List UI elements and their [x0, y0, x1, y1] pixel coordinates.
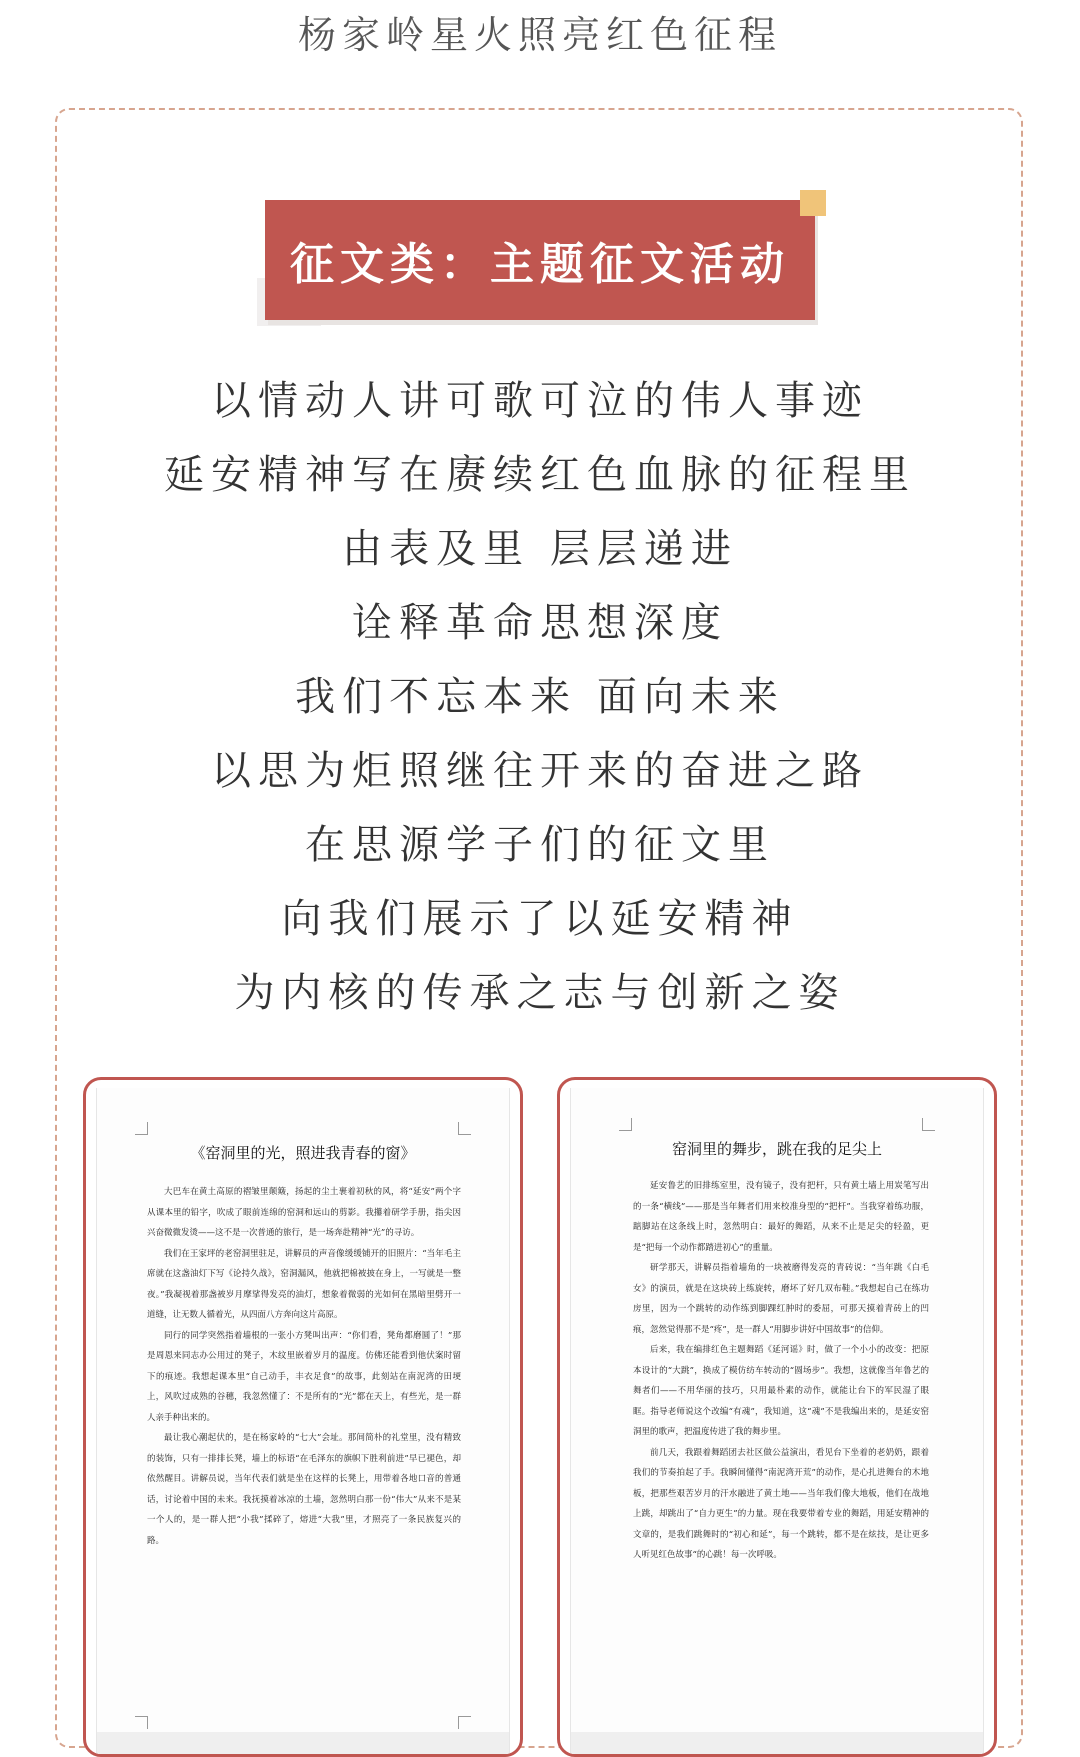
section-tag-label: 征文类：主题征文活动	[265, 200, 815, 320]
page-title: 杨家岭星火照亮红色征程	[297, 13, 782, 57]
essay-paragraph: 延安鲁艺的旧排练室里，没有镜子，没有把杆，只有黄土墙上用炭笔写出的一条“横线”——那是当年舞者们用来校准身型的“把杆”。当我穿着练功服，踮脚站在这条线上时，忽然明白：最好的舞蹈，从来不止是足尖的轻盈，更是“把每一个动作都踏进初心”的重量。	[633, 1181, 929, 1253]
intro-line: 由表及里 层层递进	[342, 526, 738, 572]
intro-text	[0, 364, 1080, 1030]
essay-body	[633, 1176, 929, 1566]
document-page	[96, 1088, 510, 1754]
essay-body	[147, 1182, 461, 1551]
crop-mark	[458, 1122, 471, 1135]
essay-paragraph: 同行的同学突然指着墙根的一张小方凳叫出声：“你们看，凳角都磨圆了！”那是周恩来同志办公用过的凳子，木纹里嵌着岁月的温度。仿佛还能看到他伏案时留下的痕迹。我想起课本里“自己动手，丰衣足食”的故事，此刻站在南泥湾的田埂上，风吹过成熟的谷穗，我忽然懂了：不是所有的“光”都在天上，有些光，是一群人亲手种出来的。	[147, 1330, 461, 1423]
intro-line: 向我们展示了以延安精神	[281, 896, 799, 942]
intro-line: 以思为炬照继往开来的奋进之路	[211, 748, 869, 794]
document-page	[570, 1088, 984, 1754]
intro-line: 诠释革命思想深度	[352, 600, 728, 646]
essay-preview-2[interactable]	[557, 1077, 997, 1757]
tag-corner-decoration	[800, 190, 826, 216]
intro-line: 延安精神写在赓续红色血脉的征程里	[164, 452, 916, 498]
crop-mark	[135, 1716, 148, 1729]
essay-title: 《窑洞里的光，照进我青春的窗》	[190, 1144, 416, 1162]
essay-paragraph: 最让我心潮起伏的，是在杨家岭的“七大”会址。那间简朴的礼堂里，没有精致的装饰，只有一排排长凳，墙上的标语“在毛泽东的旗帜下胜利前进”早已褪色，却依然醒目。讲解员说，当年代表们就是坐在这样的长凳上，用带着各地口音的普通话，讨论着中国的未来。我抚摸着冰凉的土墙，忽然明白那一份“伟大”从来不是某一个人的，是一群人把“小我”揉碎了，熔进“大我”里，才照亮了一条民族复兴的路。	[147, 1433, 461, 1546]
essay-paragraph: 研学那天，讲解员指着墙角的一块被磨得发亮的青砖说：“当年跳《白毛女》的演员，就是在这块砖上练旋转，磨坏了好几双布鞋。”我想起自己在练功房里，因为一个跳转的动作练到脚踝红肿时的委屈，可那天摸着青砖上的凹痕，忽然觉得那不是“疼”，是一群人“用脚步讲好中国故事”的信仰。	[633, 1263, 929, 1335]
crop-mark	[619, 1118, 632, 1131]
intro-line: 为内核的传承之志与创新之姿	[234, 970, 846, 1016]
section-tag	[265, 200, 825, 325]
essay-title: 窑洞里的舞步，跳在我的足尖上	[671, 1140, 882, 1158]
essay-paragraph: 前几天，我跟着舞蹈团去社区做公益演出，看见台下坐着的老奶奶，跟着我们的节奏拍起了手。我瞬间懂得“南泥湾开荒”的动作，是心扎进舞台的木地板，把那些艰苦岁月的汗水融进了黄土地——当年我们像大地板，他们在战地上跳，却跳出了“自力更生”的力量。现在我要带着专业的舞蹈，用延安精神的文章的，是我们跳舞时的“初心和延”，每一个跳转，都不是在炫技，是让更多人听见红色故事“的心跳！每一次呼吸。	[633, 1447, 929, 1560]
crop-mark	[135, 1122, 148, 1135]
page-bottom-strip	[97, 1732, 509, 1754]
intro-line: 在思源学子们的征文里	[305, 822, 775, 868]
page-bottom-strip	[571, 1732, 983, 1754]
intro-line: 以情动人讲可歌可泣的伟人事迹	[211, 378, 869, 424]
essay-paragraph: 我们在王家坪的老窑洞里驻足，讲解员的声音像缓缓铺开的旧照片：“当年毛主席就在这盏油灯下写《论持久战》，窑洞漏风，他就把棉被披在身上，一写就是一整夜。”我凝视着那盏被岁月摩挲得发亮的油灯，想象着微弱的光如何在黑暗里劈开一道缝，让无数人循着光，从四面八方奔向这片高原。	[147, 1248, 461, 1320]
intro-line: 我们不忘本来 面向未来	[295, 674, 785, 720]
crop-mark	[458, 1716, 471, 1729]
essay-preview-1[interactable]	[83, 1077, 523, 1757]
essay-paragraph: 后来，我在编排红色主题舞蹈《延河谣》时，做了一个小小的改变：把原本设计的“大跳”，换成了模仿纺车转动的“圆场步”。我想，这就像当年鲁艺的舞者们——不用华丽的技巧，只用最朴素的动作，就能让台下的军民湿了眼眶。指导老师说这个改编“有魂”，我知道，这“魂”不是我编出来的，是延安窑洞里的歌声，把温度传进了我的舞步里。	[633, 1345, 929, 1437]
crop-mark	[922, 1118, 935, 1131]
essay-paragraph: 大巴车在黄土高原的褶皱里颠簸，扬起的尘土裹着初秋的风，将“延安”两个字从课本里的铅字，吹成了眼前连绵的窑洞和远山的剪影。我攥着研学手册，指尖因兴奋微微发烫——这不是一次普通的旅行，是一场奔赴精神“光”的寻访。	[147, 1187, 461, 1238]
